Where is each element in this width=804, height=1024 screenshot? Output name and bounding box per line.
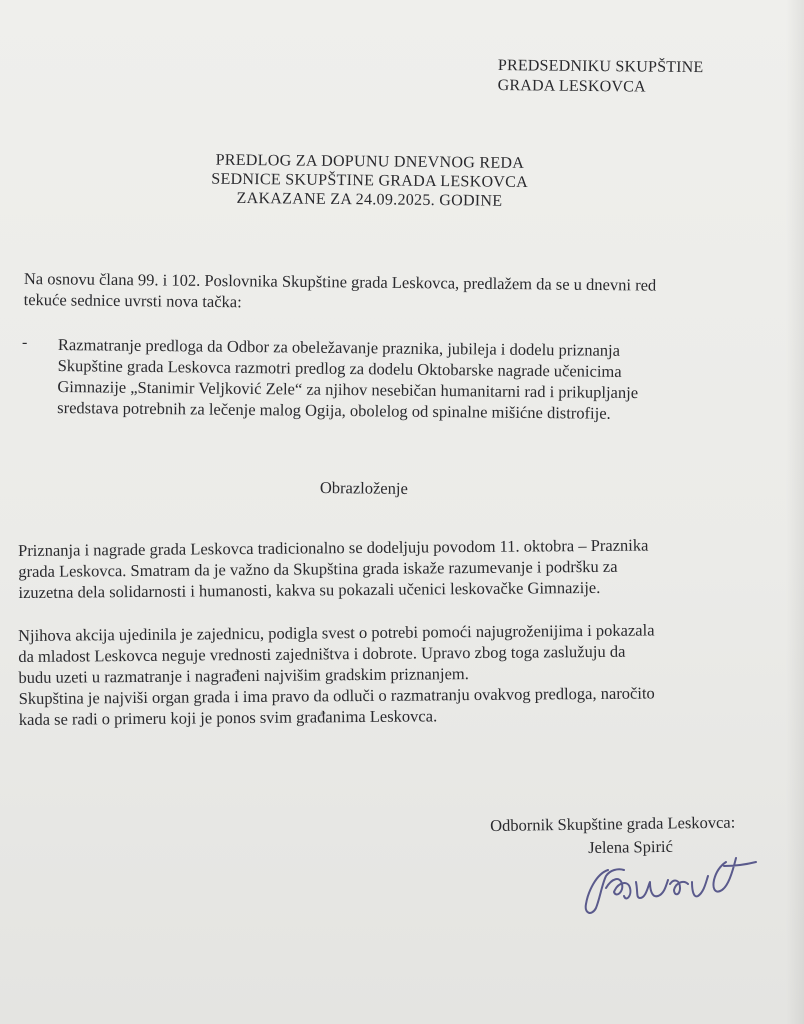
handwritten-signature [566, 832, 766, 922]
explanation-paragraph-1 [18, 534, 649, 602]
p2-line-2: da mladost Leskovca neguje vrednosti zajedništva i dobrote. Upravo zbog toga zaslužuju da [18, 641, 626, 666]
recipient-line-2: GRADA LESKOVCA [497, 76, 646, 96]
intro-line-1: Na osnovu člana 99. i 102. Poslovnika Skupštine grada Leskovca, predlažem da se u dnevni red [23, 268, 657, 295]
explanation-heading: Obrazloženje [319, 478, 408, 498]
agenda-line-3: Gimnazije „Stanimir Veljković Zele“ za njihov nesebičan humanitarni rad i prikupljanje [57, 376, 639, 403]
title-line-3: ZAKAZANE ZA 24.09.2025. GODINE [236, 189, 503, 210]
p2-line-4: Skupština je najviši organ grada i ima pravo da odluči o razmatranju ovakvog predloga, naročito [18, 683, 655, 708]
agenda-item [57, 334, 639, 424]
recipient-block [498, 56, 704, 98]
page-edge-shadow [786, 0, 804, 1024]
intro-paragraph [24, 268, 657, 317]
explanation-paragraph-2 [18, 619, 655, 730]
p1-line-3: izuzetna dela solidarnosti i humanosti, kakva su pokazali učenici leskovačke Gimnazije. [18, 577, 601, 602]
agenda-line-1: Razmatranje predloga da Odbor za obeležavanje praznika, jubileja i dodelu priznanja [57, 334, 621, 360]
signatory-title: Odbornik Skupštine grada Leskovca: [490, 812, 736, 835]
document-title [149, 150, 590, 212]
agenda-line-4: sredstava potrebnih za lečenje malog Ogija, obolelog od spinalne mišićne distrofije. [57, 397, 611, 423]
agenda-line-2: Skupštine grada Leskovca razmotri predlog za dodelu Oktobarske nagrade učenicima [57, 355, 622, 381]
p2-line-1: Njihova akcija ujedinila je zajednicu, podigla svest o potrebi pomoći najugroženijima i pokazala [18, 620, 655, 645]
intro-line-2: tekuće sednice uvrsti nova tačka: [23, 289, 242, 312]
title-line-2: SEDNICE SKUPŠTINE GRADA LESKOVCA [211, 170, 529, 191]
signatory-name: Jelena Spirić [588, 836, 674, 857]
recipient-line-1: PREDSEDNIKU SKUPŠTINE [497, 56, 704, 77]
p1-line-2: grada Leskovca. Smatram da je važno da Skupština grada iskaže razumevanje i podršku za [18, 556, 618, 581]
p2-line-3: budu uzeti u razmatranje i nagrađeni najvišim gradskim priznanjem. [18, 664, 469, 687]
p1-line-1: Priznanja i nagrade grada Leskovca tradicionalno se dodeljuju povodom 11. oktobra – Praznika [18, 535, 649, 560]
bullet-marker: - [22, 334, 28, 351]
title-line-1: PREDLOG ZA DOPUNU DNEVNOG REDA [215, 151, 525, 172]
p2-line-5: kada se radi o primeru koji je ponos svim građanima Leskovca. [18, 706, 438, 729]
